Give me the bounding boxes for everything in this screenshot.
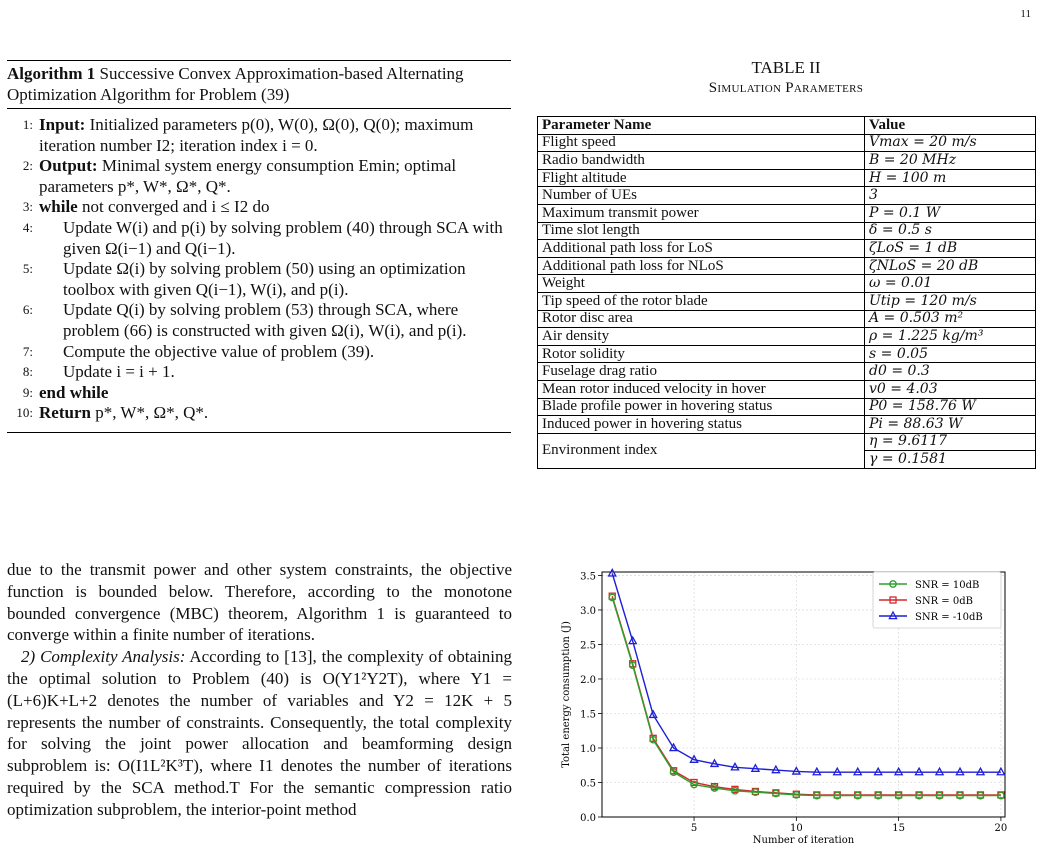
table-row (538, 275, 1036, 293)
algorithm-step (7, 300, 511, 341)
paragraph-2-text: According to [13], the complexity of obtaining the optimal solution to Problem (40) is O(Y1²Y2T), where Y1 = (L+6)K+L+2 denotes the number of variables and Y2 = 12K + 5 represents the number of constraints. Consequently, the total complexity for solving the joint power allocation and beamforming design subproblem is: O(I1L²K³T), where I1 denotes the number of iterations required by the SCA method.T For the semantic compression ratio optimization subproblem, the interior-point method (7, 647, 513, 819)
step-number: 6: (22, 302, 33, 318)
step-number: 1: (22, 117, 33, 132)
step-text: Update i = i + 1. (63, 362, 175, 382)
table-header-row (538, 117, 1036, 135)
table-row (538, 240, 1036, 258)
table-caption-title: Simulation Parameters (708, 80, 864, 96)
y-tick-label: 2.0 (580, 674, 596, 686)
parameter-name-cell: Number of UEs (538, 187, 865, 205)
step-number: 8: (22, 364, 33, 380)
y-tick-label: 3.5 (580, 571, 596, 583)
algorithm-step (7, 259, 511, 300)
table-row (538, 169, 1036, 187)
parameter-value-cell: v0 = 4.03 (865, 380, 1036, 398)
step-number: 7: (22, 343, 33, 359)
algorithm-steps (7, 109, 511, 432)
parameter-value-cell: P0 = 158.76 W (865, 398, 1036, 416)
parameter-name-cell: Weight (538, 275, 865, 293)
step-number: 4: (22, 219, 33, 235)
subsection-heading: 2) Complexity Analysis: (21, 647, 186, 667)
parameter-name-cell: Flight altitude (538, 169, 865, 187)
convergence-chart (555, 560, 1035, 850)
parameter-value-cell: Vmax = 20 m/s (865, 134, 1036, 152)
x-tick-label: 10 (789, 823, 803, 834)
parameter-value-cell: ω = 0.01 (865, 275, 1036, 293)
parameter-value-cell: s = 0.05 (865, 345, 1036, 363)
table-row (538, 345, 1036, 363)
parameter-value-cell: 3 (865, 187, 1036, 205)
parameter-name-cell: Environment index (538, 433, 865, 468)
parameter-value-cell: d0 = 0.3 (865, 363, 1036, 381)
step-number: 5: (22, 261, 33, 277)
algorithm-bottom-rule (7, 432, 511, 433)
step-text: Initialized parameters p(0), W(0), Ω(0), Q(0); maximum iteration number I2; iteration index i = 0. (39, 115, 474, 155)
column-header-value: Value (865, 117, 1036, 135)
table-row (538, 416, 1036, 434)
x-tick-label: 5 (690, 823, 698, 834)
table-row (538, 134, 1036, 152)
step-number: 3: (22, 199, 33, 215)
chart-svg (555, 560, 1035, 850)
x-tick-label: 20 (994, 823, 1008, 834)
algorithm-title (7, 61, 511, 108)
table-row (538, 222, 1036, 240)
step-number: 2: (22, 158, 33, 174)
parameter-name-cell: Induced power in hovering status (538, 416, 865, 434)
step-text: Update Q(i) by solving problem (53) through SCA, where problem (66) is constructed with given Ω(i), W(i), and p(i). (63, 300, 467, 340)
parameter-name-cell: Rotor solidity (538, 345, 865, 363)
parameter-name-cell: Time slot length (538, 222, 865, 240)
step-text: not converged and i ≤ I2 do (81, 197, 270, 217)
step-text: Update W(i) and p(i) by solving problem (40) through SCA with given Ω(i−1) and Q(i−1). (63, 217, 503, 258)
parameter-value-cell: ζLoS = 1 dB (865, 240, 1036, 258)
x-axis-label: Number of iteration (752, 835, 855, 846)
step-keyword: while (39, 197, 78, 217)
table-row (538, 328, 1036, 346)
parameter-name-cell: Tip speed of the rotor blade (538, 292, 865, 310)
parameter-name-cell: Maximum transmit power (538, 204, 865, 222)
y-tick-label: 2.5 (580, 640, 596, 652)
parameter-name-cell: Additional path loss for NLoS (538, 257, 865, 275)
step-number: 10: (16, 405, 33, 421)
body-text (7, 559, 512, 821)
step-keyword: Input: (39, 115, 86, 134)
parameter-value-cell: Utip = 120 m/s (865, 292, 1036, 310)
parameter-value-cell: P = 0.1 W (865, 204, 1036, 222)
parameter-name-cell: Fuselage drag ratio (538, 363, 865, 381)
parameter-value-cell: δ = 0.5 s (865, 222, 1036, 240)
algorithm-step (7, 115, 511, 156)
parameter-name-cell: Air density (538, 328, 865, 346)
y-tick-label: 1.0 (580, 743, 596, 755)
step-text: Update Ω(i) by solving problem (50) using an optimization toolbox with given Q(i−1), W(i), and p(i). (63, 259, 466, 299)
parameter-value-cell: ζNLoS = 20 dB (865, 257, 1036, 275)
table-row (538, 310, 1036, 328)
parameter-name-cell: Rotor disc area (538, 310, 865, 328)
table-row (538, 204, 1036, 222)
step-number: 9: (22, 384, 33, 400)
legend-label: SNR = 10dB (915, 580, 980, 591)
step-keyword: Output: (39, 156, 98, 176)
y-axis-label: Total energy consumption (J) (561, 621, 572, 768)
table-row (538, 152, 1036, 170)
table-row (538, 187, 1036, 205)
x-tick-label: 15 (892, 823, 905, 834)
algorithm-step (7, 362, 511, 383)
algorithm-label: Algorithm 1 (7, 64, 96, 83)
step-text: Compute the objective value of problem (39). (63, 341, 375, 361)
table-row (538, 398, 1036, 416)
step-keyword: end while (39, 382, 109, 402)
parameter-value-cell: H = 100 m (865, 169, 1036, 187)
y-tick-label: 0.0 (580, 813, 596, 824)
step-keyword: Return (39, 403, 91, 423)
paragraph-2 (7, 646, 512, 820)
parameter-value-cell: A = 0.503 m² (865, 310, 1036, 328)
algorithm-box (7, 60, 511, 433)
algorithm-step (7, 383, 511, 404)
legend-label: SNR = 0dB (915, 596, 973, 607)
algorithm-step (7, 197, 511, 218)
algorithm-step (7, 342, 511, 363)
algorithm-step (7, 218, 511, 259)
column-header-parameter: Parameter Name (538, 117, 865, 135)
parameter-value-cell: B = 20 MHz (865, 152, 1036, 170)
parameter-value-cell: γ = 0.1581 (865, 451, 1036, 469)
algorithm-title-text: Successive Convex Approximation-based Alternating Optimization Algorithm for Problem (39) (7, 64, 464, 104)
step-text: p*, W*, Ω*, Q*. (95, 403, 209, 423)
paragraph-1: due to the transmit power and other system constraints, the objective function is bounded below. Therefore, according to the monotone bounded convergence (MBC) theorem, Algorithm 1 is guaranteed to converge within a finite number of iterations. (7, 560, 512, 645)
table-row (538, 292, 1036, 310)
table-row (538, 380, 1036, 398)
table-row (538, 363, 1036, 381)
parameter-value-cell: η = 9.6117 (865, 433, 1036, 451)
algorithm-step (7, 403, 511, 424)
parameter-name-cell: Additional path loss for LoS (538, 240, 865, 258)
parameter-name-cell: Blade profile power in hovering status (538, 398, 865, 416)
parameter-name-cell: Flight speed (538, 134, 865, 152)
algorithm-step (7, 156, 511, 197)
table-row (538, 257, 1036, 275)
table-body (538, 134, 1036, 468)
parameter-value-cell: ρ = 1.225 kg/m³ (865, 328, 1036, 346)
step-text: Minimal system energy consumption Emin; optimal parameters p*, W*, Ω*, Q*. (39, 156, 457, 196)
parameter-value-cell: Pi = 88.63 W (865, 416, 1036, 434)
y-tick-label: 1.5 (580, 709, 596, 721)
table-row (538, 433, 1036, 451)
parameter-name-cell: Mean rotor induced velocity in hover (538, 380, 865, 398)
y-tick-label: 0.5 (580, 778, 596, 790)
y-tick-label: 3.0 (580, 605, 596, 617)
simulation-parameters-table (537, 116, 1036, 469)
legend-label: SNR = -10dB (915, 612, 983, 623)
parameter-name-cell: Radio bandwidth (538, 152, 865, 170)
page-number: 11 (1020, 8, 1031, 20)
table-caption-number: TABLE II (751, 58, 821, 77)
